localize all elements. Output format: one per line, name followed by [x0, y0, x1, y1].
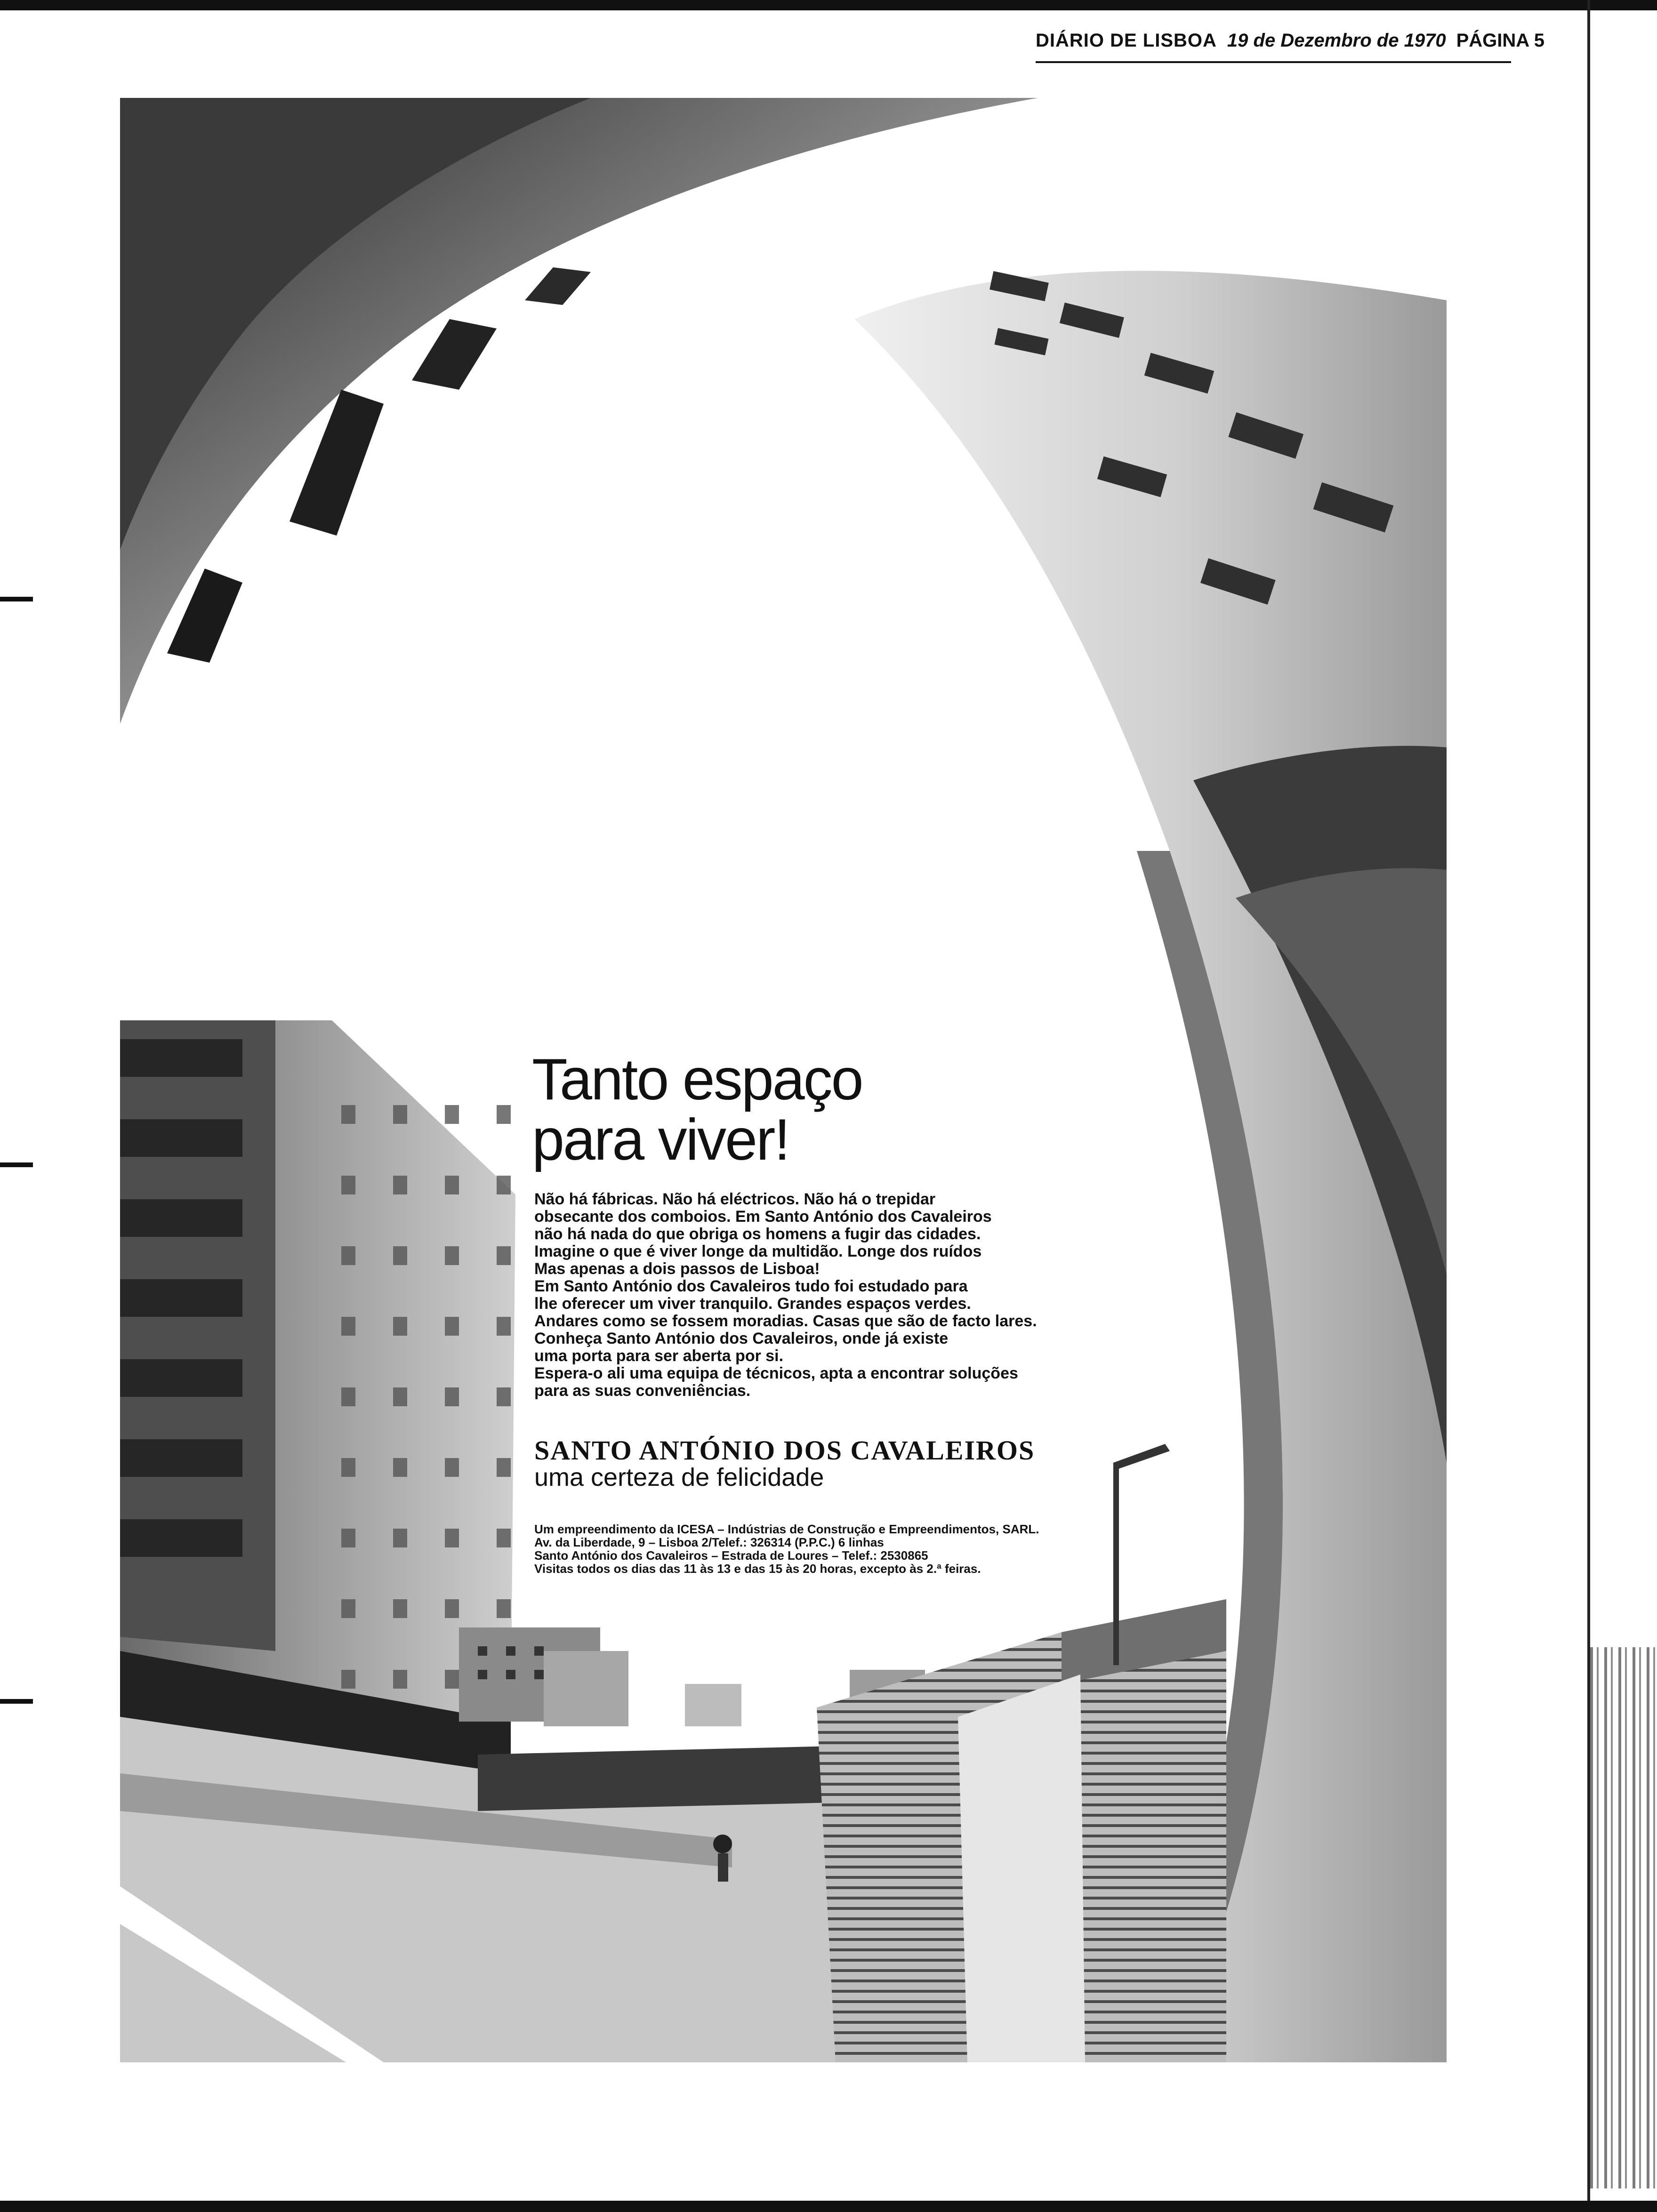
sponsor-line: Santo António dos Cavaleiros – Estrada de Loures – Telef.: 2530865	[534, 1548, 928, 1563]
body-line: Mas apenas a dois passos de Lisboa!	[534, 1260, 820, 1278]
body-line: para as suas conveniências.	[534, 1382, 751, 1400]
headline-line: para viver!	[532, 1107, 789, 1172]
ad-body-copy	[534, 1191, 1165, 1400]
newspaper-name: DIÁRIO DE LISBOA	[1036, 30, 1217, 51]
body-line: Imagine o que é viver longe da multidão. Longe dos ruídos	[534, 1242, 982, 1260]
margin-mark	[0, 1162, 33, 1167]
ad-headline	[532, 1047, 956, 1172]
brand-tagline: uma certeza de felicidade	[534, 1463, 824, 1491]
sponsor-line: Um empreendimento da ICESA – Indústrias de Construção e Empreendimentos, SARL.	[534, 1522, 1039, 1536]
headline-line: Tanto espaço	[532, 1047, 862, 1112]
body-line: Andares como se fossem moradias. Casas que são de facto lares.	[534, 1312, 1037, 1330]
scan-noise	[1590, 1647, 1657, 2188]
body-line: lhe oferecer um viver tranquilo. Grandes espaços verdes.	[534, 1295, 971, 1313]
margin-mark	[0, 1699, 33, 1704]
sponsor-line: Visitas todos os dias das 11 às 13 e das 15 às 20 horas, excepto às 2.ª feiras.	[534, 1562, 981, 1576]
issue-date: 19 de Dezembro de 1970	[1227, 30, 1446, 51]
body-line: Não há fábricas. Não há eléctricos. Não há o trepidar	[534, 1190, 936, 1208]
page-top-border	[0, 0, 1657, 10]
running-head	[1036, 30, 1545, 63]
sponsor-line: Av. da Liberdade, 9 – Lisboa 2/Telef.: 326314 (P.P.C.) 6 linhas	[534, 1535, 884, 1549]
body-line: obsecante dos comboios. Em Santo António dos Cavaleiros	[534, 1208, 992, 1226]
brand-name: SANTO ANTÓNIO DOS CAVALEIROS	[534, 1435, 1035, 1466]
body-line: não há nada do que obriga os homens a fugir das cidades.	[534, 1225, 981, 1243]
body-line: uma porta para ser aberta por si.	[534, 1347, 784, 1365]
page-number: PÁGINA 5	[1456, 30, 1545, 51]
body-line: Espera-o ali uma equipa de técnicos, apta a encontrar soluções	[534, 1364, 1018, 1382]
page-bottom-border	[0, 2201, 1657, 2212]
sponsor-info	[534, 1523, 1127, 1575]
margin-mark	[0, 597, 33, 601]
body-line: Conheça Santo António dos Cavaleiros, onde já existe	[534, 1330, 949, 1347]
body-line: Em Santo António dos Cavaleiros tudo foi estudado para	[534, 1277, 968, 1295]
